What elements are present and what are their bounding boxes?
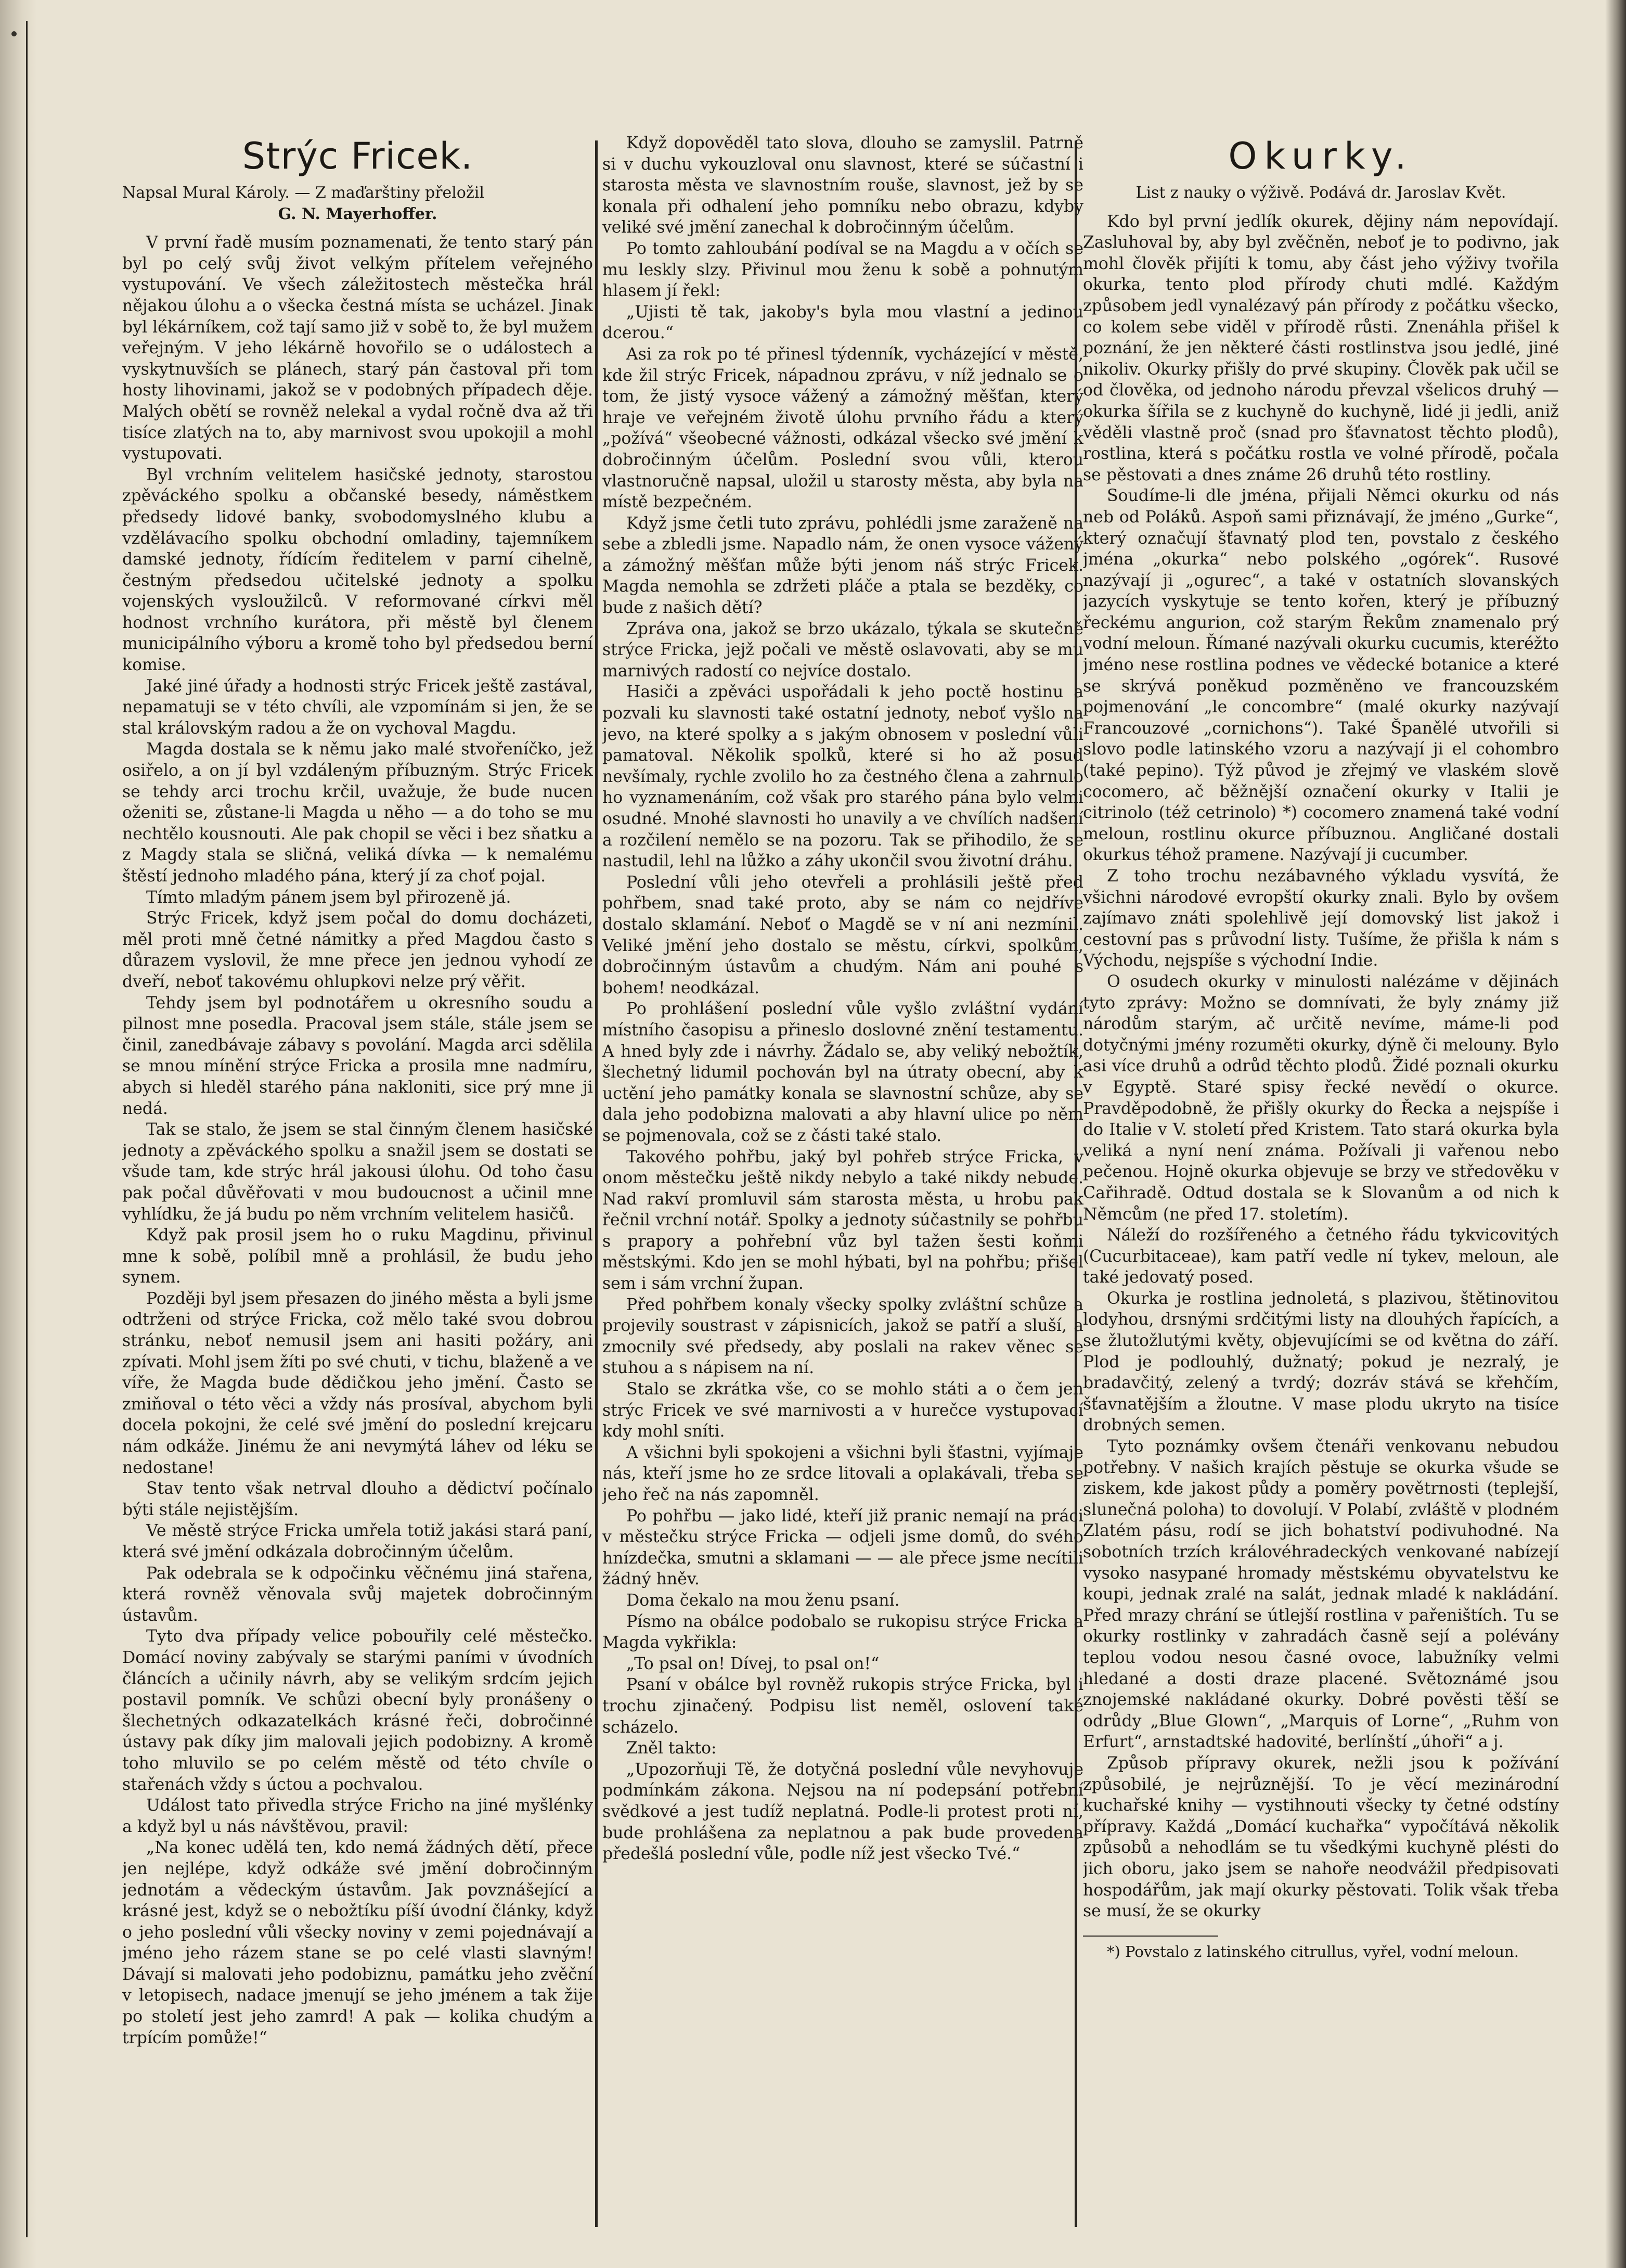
column-rule-1 (595, 140, 598, 2227)
footnote: *) Povstalo z latinského citrullus, vyřel, vodní meloun. (1107, 1942, 1519, 1961)
page-shadow-left (0, 0, 36, 2268)
paragraph: „Na konec udělá ten, kdo nemá žádných dětí, přece jen nejlépe, když odkáže své jmění dobročinným jednotám a vědeckým ústavům. Jak povznášející a krásné jest, když se o nebožtíku píší úvodní články, když o jeho poslední vůli všecky noviny v zemi pojednávají a jméno jeho rázem stane se po celé vlasti slavným! Dávají si malovati jeho podobiznu, památku jeho zvěční v letopisech, nadace jmenují se jeho jménem a tak žije po století jest jeho zamrd! A pak — kolika chudým a trpícím pomůže!“ (122, 1838, 593, 2047)
column-right (1083, 133, 1559, 2240)
paragraph: Takového pohřbu, jaký byl pohřeb strýce Fricka, v onom městečku ještě nikdy nebylo a také nikdy nebude. Nad rakví promluvil sám starosta města, u hrobu pak řečnil vrchní notář. Spolky a jednoty súčastnily se pohřbu s prapory a pohřební vůz byl tažen šesti koňmi městskými. Kdo jen se mohl hýbati, byl na pohřbu; přišel sem i sám vrchní župan. (602, 1147, 1083, 1293)
paragraph: Když dopověděl tato slova, dlouho se zamyslil. Patrně si v duchu vykouzloval onu slavnost, které se súčastní i starosta města ve slavnostním rouše, slavnost, jež by se konala při odhalení jeho pomníku nebo obrazu, kdyby veliké své jmění zanechal k dobročinným účelům. (602, 134, 1083, 237)
paragraph: Když pak prosil jsem ho o ruku Magdinu, přivinul mne k sobě, políbil mně a prohlásil, že budu jeho synem. (122, 1226, 593, 1287)
article-translator: G. N. Mayerhoffer. (278, 204, 437, 223)
paragraph: „Upozorňuji Tě, že dotyčná poslední vůle nevyhovuje podmínkám zákona. Nejsou na ní podepsání potřební svědkové a jest tudíž neplatná. Podle-li protest proti ní, bude prohlášena za neplatnou a pak bude provedena předešlá poslední vůle, podle níž jest všecko Tvé.“ (602, 1760, 1083, 1864)
paragraph: „To psal on! Dívej, to psal on!“ (626, 1654, 880, 1673)
paragraph: A všichni byli spokojeni a všichni byli šťastni, vyjímaje nás, kteří jsme ho ze srdce litovali a oplakávali, třeba se jeho řeč na nás zapomněl. (602, 1443, 1083, 1504)
binding-line (26, 21, 28, 2237)
article-title-okurky: Okurky. (1228, 135, 1414, 177)
paragraph: Událost tato přivedla strýce Fricho na jiné myšlénky a když byl u nás návštěvou, pravil: (122, 1796, 593, 1836)
paragraph: Tak se stalo, že jsem se stal činným členem hasičské jednoty a zpěváckého spolku a snažil jsem se dostati se všude tam, kde strýc hrál jakousi úlohu. Od toho času pak počal důvěřovati v mou budoucnost a učinil mne vyhlídku, že já budu po něm vrchním velitelem hasičů. (122, 1120, 593, 1224)
column-left (122, 133, 593, 2240)
paragraph: Po pohřbu — jako lidé, kteří již pranic nemají na práci v městečku strýce Fricka — odjeli jsme domů, do svého hnízdečka, smutni a sklamani — — ale přece jsme necítili žádný hněv. (602, 1506, 1083, 1589)
paragraph: Poslední vůli jeho otevřeli a prohlásili ještě před pohřbem, snad také proto, aby se nám co nejdříve dostalo sklamání. Neboť o Magdě se v ní ani nezmínil. Veliké jmění jeho dostalo se městu, církvi, spolkům, dobročinným ústavům a chudým. Nám ani pouhé s bohem! neodkázal. (602, 873, 1083, 997)
paragraph: Byl vrchním velitelem hasičské jednoty, starostou zpěváckého spolku a občanské besedy, náměstkem předsedy lidové banky, svobodomyslného klubu a vzdělávacího spolku obchodní omladiny, tajemníkem damské jednoty, řídícím ředitelem v parní cihelně, čestným předsedou učitelské jednoty a spolku vojenských vysloužilců. V reformované církvi měl hodnost vrchního kurátora, při městě byl členem municipálního výboru a kromě toho byl předsedou berní komise. (122, 465, 593, 675)
paragraph: Stalo se zkrátka vše, co se mohlo státi a o čem jen strýc Fricek ve své marnivosti a v hurečce vystupovací kdy mohl sníti. (602, 1380, 1083, 1441)
paragraph: „Ujisti tě tak, jakoby's byla mou vlastní a jedinou dcerou.“ (602, 302, 1083, 343)
paragraph: Psaní v obálce byl rovněž rukopis strýce Fricka, byl i trochu zjinačený. Podpisu list neměl, oslovení také scházelo. (602, 1675, 1083, 1737)
paragraph: Zněl takto: (626, 1739, 717, 1758)
article-title-stryc-fricek: Strýc Fricek. (242, 135, 473, 177)
paragraph: O osudech okurky v minulosti nalézáme v dějinách tyto zprávy: Možno se domnívati, že byly známy již národům starým, ač určitě nevíme, máme-li pod dotyčnými jmény rozuměti okurky, dýně či melouny. Bylo asi více druhů a odrůd těchto plodů. Židé poznali okurku v Egyptě. Staré spisy řecké nevědí o okurce. Pravděpodobně, že přišly okurky do Řecka a nejspíše i do Italie v V. století před Kristem. Tato stará okurka byla veliká a nyní není známa. Požívali ji vařenou nebo pečenou. Hojně okurka objevuje se brzy ve středověku v Cařihradě. Odtud dostala se k Slovanům a od nich k Němcům (ne před 17. stoletím). (1083, 972, 1559, 1224)
paragraph: Strýc Fricek, když jsem počal do domu docházeti, měl proti mně četné námitky a před Magdou často s důrazem vyslovil, že mne přece jen jednou vyhodí ze dveří, neboť takovému ohlupkovi nelze prý věřit. (122, 909, 593, 991)
paragraph: Tímto mladým pánem jsem byl přirozeně já. (146, 888, 511, 907)
paragraph: V první řadě musím poznamenati, že tento starý pán byl po celý svůj život velkým přítelem veřejného vystupování. Ve všech záležitostech městečka hrál nějakou úlohu a o všecka čestná místa se ucházel. Jinak byl lékárníkem, což tají samo již v sobě to, že byl mužem veřejným. V jeho lékárně hovořilo se o událostech a vyskytnuvších se plánech, starý pán častoval při tom hosty lihovinami, jakož se v podobných případech děje. Malých obětí se rovněž nelekal a vydal ročně dva až tři tisíce zlatých na to, aby marnivost svou upokojil a mohl vystupovati. (122, 233, 593, 464)
paragraph: Náleží do rozšířeného a četného řádu tykvicovitých (Cucurbitaceae), kam patří vedle ní tykev, meloun, ale také jedovatý posed. (1083, 1226, 1559, 1287)
paragraph: Ve městě strýce Fricka umřela totiž jakási stará paní, která své jmění odkázala dobročinným účelům. (122, 1521, 593, 1561)
paragraph: Z toho trochu nezábavného výkladu vysvítá, že všichni národové evropští okurky znali. Bylo by ovšem zajímavo znáti spolehlivě její domovský list jakož i cestovní pas s průvodní listy. Tušíme, že přišla k nám s Východu, nejspíše s východní Indie. (1083, 867, 1559, 970)
paragraph: Pak odebrala se k odpočinku věčnému jiná stařena, která rovněž věnovala svůj majetek dobročinným ústavům. (122, 1564, 593, 1625)
paragraph: Když jsme četli tuto zprávu, pohlédli jsme zaraženě na sebe a zbledli jsme. Napadlo nám, že onen vysoce vážený a zámožný měšťan může býti jenom náš strýc Fricek. Magda nemohla se zdržeti pláče a ptala se bezděky, co bude z našich dětí? (602, 514, 1083, 618)
column-middle (602, 133, 1083, 2240)
paragraph: Po tomto zahloubání podíval se na Magdu a v očích se mu leskly slzy. Přivinul mou ženu k sobě a pohnutým hlasem jí řekl: (602, 239, 1083, 301)
paragraph: Hasiči a zpěváci uspořádali k jeho poctě hostinu a pozvali ku slavnosti také ostatní jednoty, neboť vyšlo na jevo, na které spolky a s jakým obnosem v poslední vůli pamatoval. Několik spolků, které si ho až posud nevšímaly, rychle zvolilo ho za čestného člena a zahrnulo ho vyznamenáním, což však pro starého pána bylo velmi osudné. Mnohé slavnosti ho unavily a ve chvílích nadšení a rozčilení nemělo se na pozoru. Tak se přihodilo, že se nastudil, lehl na lůžko a záhy ukončil svou životní dráhu. (602, 683, 1083, 871)
paragraph: Způsob přípravy okurek, nežli jsou k požívání způsobilé, je nejrůznější. To je věcí mezinárodní kuchařské knihy — vystihnouti všecky ty četné odstíny přípravy. Každá „Domácí kuchařka“ vypočítává několik způsobů a nehodlám se tu všedkými kuchyně plésti do jich oboru, jako jsem se nahoře neodvážil předpisovati hospodářům, jak mají okurky pěstovati. Tolik však třeba se musí, že se okurky (1083, 1753, 1559, 1921)
paragraph: Po prohlášení poslední vůle vyšlo zvláštní vydání místního časopisu a přineslo doslovné znění testamentu. A hned byly zde i návrhy. Žádalo se, aby veliký nebožtík, šlechetný lidumil pochován byl na útraty obecní, aby k uctění jeho památky konala se slavnostní schůze, aby se dala jeho podobizna malovati a aby hlavní ulice po něm se pojmenovala, což se z části také stalo. (602, 1000, 1083, 1145)
corner-mark (11, 31, 17, 36)
paragraph: Tyto dva případy velice pobouřily celé městečko. Domácí noviny zabývaly se starými paními v úvodních článcích a učinily návrh, aby se velikým srdcím jejich postavil pomník. Ve schůzi obecní byly pronášeny o šlechetných odkazatelkách krásné řeči, dobročinné ústavy pak díky jim malovali jejich podobizny. A kromě toho mluvilo se po celém městě od této chvíle o stařenách vždy s úctou a pochvalou. (122, 1627, 593, 1794)
paragraph: Okurka je rostlina jednoletá, s plazivou, štětinovitou lodyhou, drsnými srdčitými listy na dlouhých řapících, a se žlutožlutými květy, objevujícími se od května do září. Plod je podlouhlý, dužnatý; pokud je nezralý, je bradavčitý, zelený a tvrdý; dozráv stává se křehčím, šťavnatějším a žloutne. V mase plodu ukryto na tisíce drobných semen. (1083, 1289, 1559, 1435)
paragraph: Soudíme-li dle jména, přijali Němci okurku od nás neb od Poláků. Aspoň sami přiznávají, že jméno „Gurke“, který označují šťavnatý plod ten, povstalo z českého jména „okurka“ nebo polského „ogórek“. Rusové nazývají ji „ogurec“, a také v ostatních slovanských jazycích vyskytuje se tento kořen, který je příbuzný řeckému angurion, což starým Řekům znamenalo prý vodní meloun. Římané nazývali okurku cucumis, kteréžto jméno nese rostlina podnes ve vědecké botanice a které se skrývá poněkud pozměněno ve francouzském pojmenování „le concombre“ (malé okurky nazývají Francouzové „cornichons“). Také Španělé utvořili si slovo podle latinského vzoru a nazývají ji el cohombro (také pepino). Týž původ je zřejmý ve vlaském slově cocomero, ač běžnější označení okurky v Italii je citrinolo (též cetrinolo) *) cocomero znamená také vodní meloun, rostlinu okurce příbuznou. Angličané dostali okurkus téhož pramene. Nazývají ji cucumber. (1083, 486, 1559, 865)
paragraph: Doma čekalo na mou ženu psaní. (626, 1591, 900, 1610)
article-byline (122, 183, 593, 204)
paragraph: Před pohřbem konaly všecky spolky zvláštní schůze a projevily soustrast v zápisnicích, jakož se patří a sluší, a zmocnily své předsedy, aby poslali na rakev věnec se stuhou a s nápisem na ní. (602, 1295, 1083, 1378)
paragraph: Kdo byl první jedlík okurek, dějiny nám nepovídají. Zasluhoval by, aby byl zvěčněn, neboť je to podivno, jak mohl člověk přijíti k tomu, aby část jeho výživy tvořila okurka, tento plod přírody chuti mdlé. Každým způsobem jedl vynalézavý pán přírody z počátku všecko, co kolem sebe viděl v přírodě růsti. Znenáhla přišel k poznání, že jen některé části rostlinstva jsou jedlé, jiné nikoliv. Okurky přišly do prvé skupiny. Člověk pak učil se od člověka, od jednoho národu převzal všelicos druhý — okurka šířila se z kuchyně do kuchyně, lidé ji jedli, aniž věděli vlastně proč (snad pro šťavnatost těchto plodů), rostlina, která s počátku rostla ve volné přírodě, počala se pěstovati a dnes známe 26 druhů této rostliny. (1083, 212, 1559, 484)
paragraph: Asi za rok po té přinesl týdenník, vycházející v městě, kde žil strýc Fricek, nápadnou zprávu, v níž jednalo se o tom, že jistý vysoce vážený a zámožný měšťan, který hraje ve veřejném životě úlohu prvního řádu a který „požívá“ všeobecné vážnosti, odkázal všecko své jmění k dobročinným účelům. Poslední svou vůli, kterou vlastnoručně napsal, uložil u starosty města, aby byla na místě bezpečném. (602, 344, 1083, 512)
page-shadow-right (1605, 0, 1626, 2268)
paragraph: Stav tento však netrval dlouho a dědictví počínalo býti stále nejistějším. (122, 1479, 593, 1519)
paragraph: Zpráva ona, jakož se brzo ukázalo, týkala se skutečně strýce Fricka, jejž počali ve městě oslavovati, aby se mu marnivých radostí co nejvíce dostalo. (602, 619, 1083, 681)
paragraph: Jaké jiné úřady a hodnosti strýc Fricek ještě zastával, nepamatuji se v této chvíli, ale vzpomínám si jen, že se stal královským radou a že on vychoval Magdu. (122, 676, 593, 738)
paragraph: Tehdy jsem byl podnotářem u okresního soudu a pilnost mne posedla. Pracoval jsem stále, stále jsem se činil, zanedbávaje zábavy s povolání. Magda arci sdělila se mnou mínění strýce Fricka a prosila mne nadmíru, abych si hleděl starého pána nakloniti, sice prý mne ji nedá. (122, 993, 593, 1118)
article-byline: List z nauky o výživě. Podává dr. Jaroslav Květ. (1135, 184, 1506, 202)
byline-author: Napsal Mural Károly. — Z maďarštiny přeložil (122, 184, 484, 202)
paragraph: Tyto poznámky ovšem čtenáři venkovanu nebudou potřebny. V našich krajích pěstuje se okurka všude se ziskem, kde jakost půdy a poměry povětrnosti (teplejší, slunečná poloha) to dovolují. V Polabí, zvláště v plodném Zlatém pásu, rodí se jich bohatství podivuhodné. Na sobotních trzích královéhradeckých venkované nabízejí vysoko nasypané hromady městskému obyvatelstvu ke koupi, jednak zralé na salát, jednak mladé k nakládání. Před mrazy chrání se útlejší rostlina v pařeništích. Tu se okurky rostlinky v zahradách časně sejí a polévány teplou vodou nesou časné ovoce, labužníky velmi hledané a dosti draze placené. Světoznámé jsou znojemské nakládané okurky. Dobré pověsti těší se odrůdy „Blue Glown“, „Marquis of Lorne“, „Ruhm von Erfurt“, arnstadtské hadovité, berlínští „úhoři“ a j. (1083, 1437, 1559, 1752)
paragraph: Písmo na obálce podobalo se rukopisu strýce Fricka a Magda vykřikla: (602, 1612, 1083, 1652)
paragraph: Později byl jsem přesazen do jiného města a byli jsme odtrženi od strýce Fricka, což mělo také svou dobrou stránku, neboť nemusil jsem ani hasiti požáry, ani zpívati. Mohl jsem žíti po své chuti, v tichu, blaženě a ve víře, že Magda bude dědičkou jeho jmění. Často se zmiňoval o této věci a vždy nás prosíval, abychom byli docela pokojni, že celé své jmění do poslední krejcaru nám odkáže. Jinému že ani nevymýtá láhev od léku se nedostane! (122, 1289, 593, 1477)
footnote-rule (1083, 1936, 1218, 1937)
paragraph: Magda dostala se k němu jako malé stvořeníčko, jež osiřelo, a on jí byl vzdáleným příbuzným. Strýc Fricek se tehdy arci trochu krčil, uvažuje, že bude nucen oženiti se, zůstane-li Magda u něho — a do toho se mu nechtělo kousnouti. Ale pak chopil se věci i bez sňatku a z Magdy stala se sličná, veliká dívka — k nemalému štěstí jednoho mladého pána, který jí za choť pojal. (122, 740, 593, 886)
